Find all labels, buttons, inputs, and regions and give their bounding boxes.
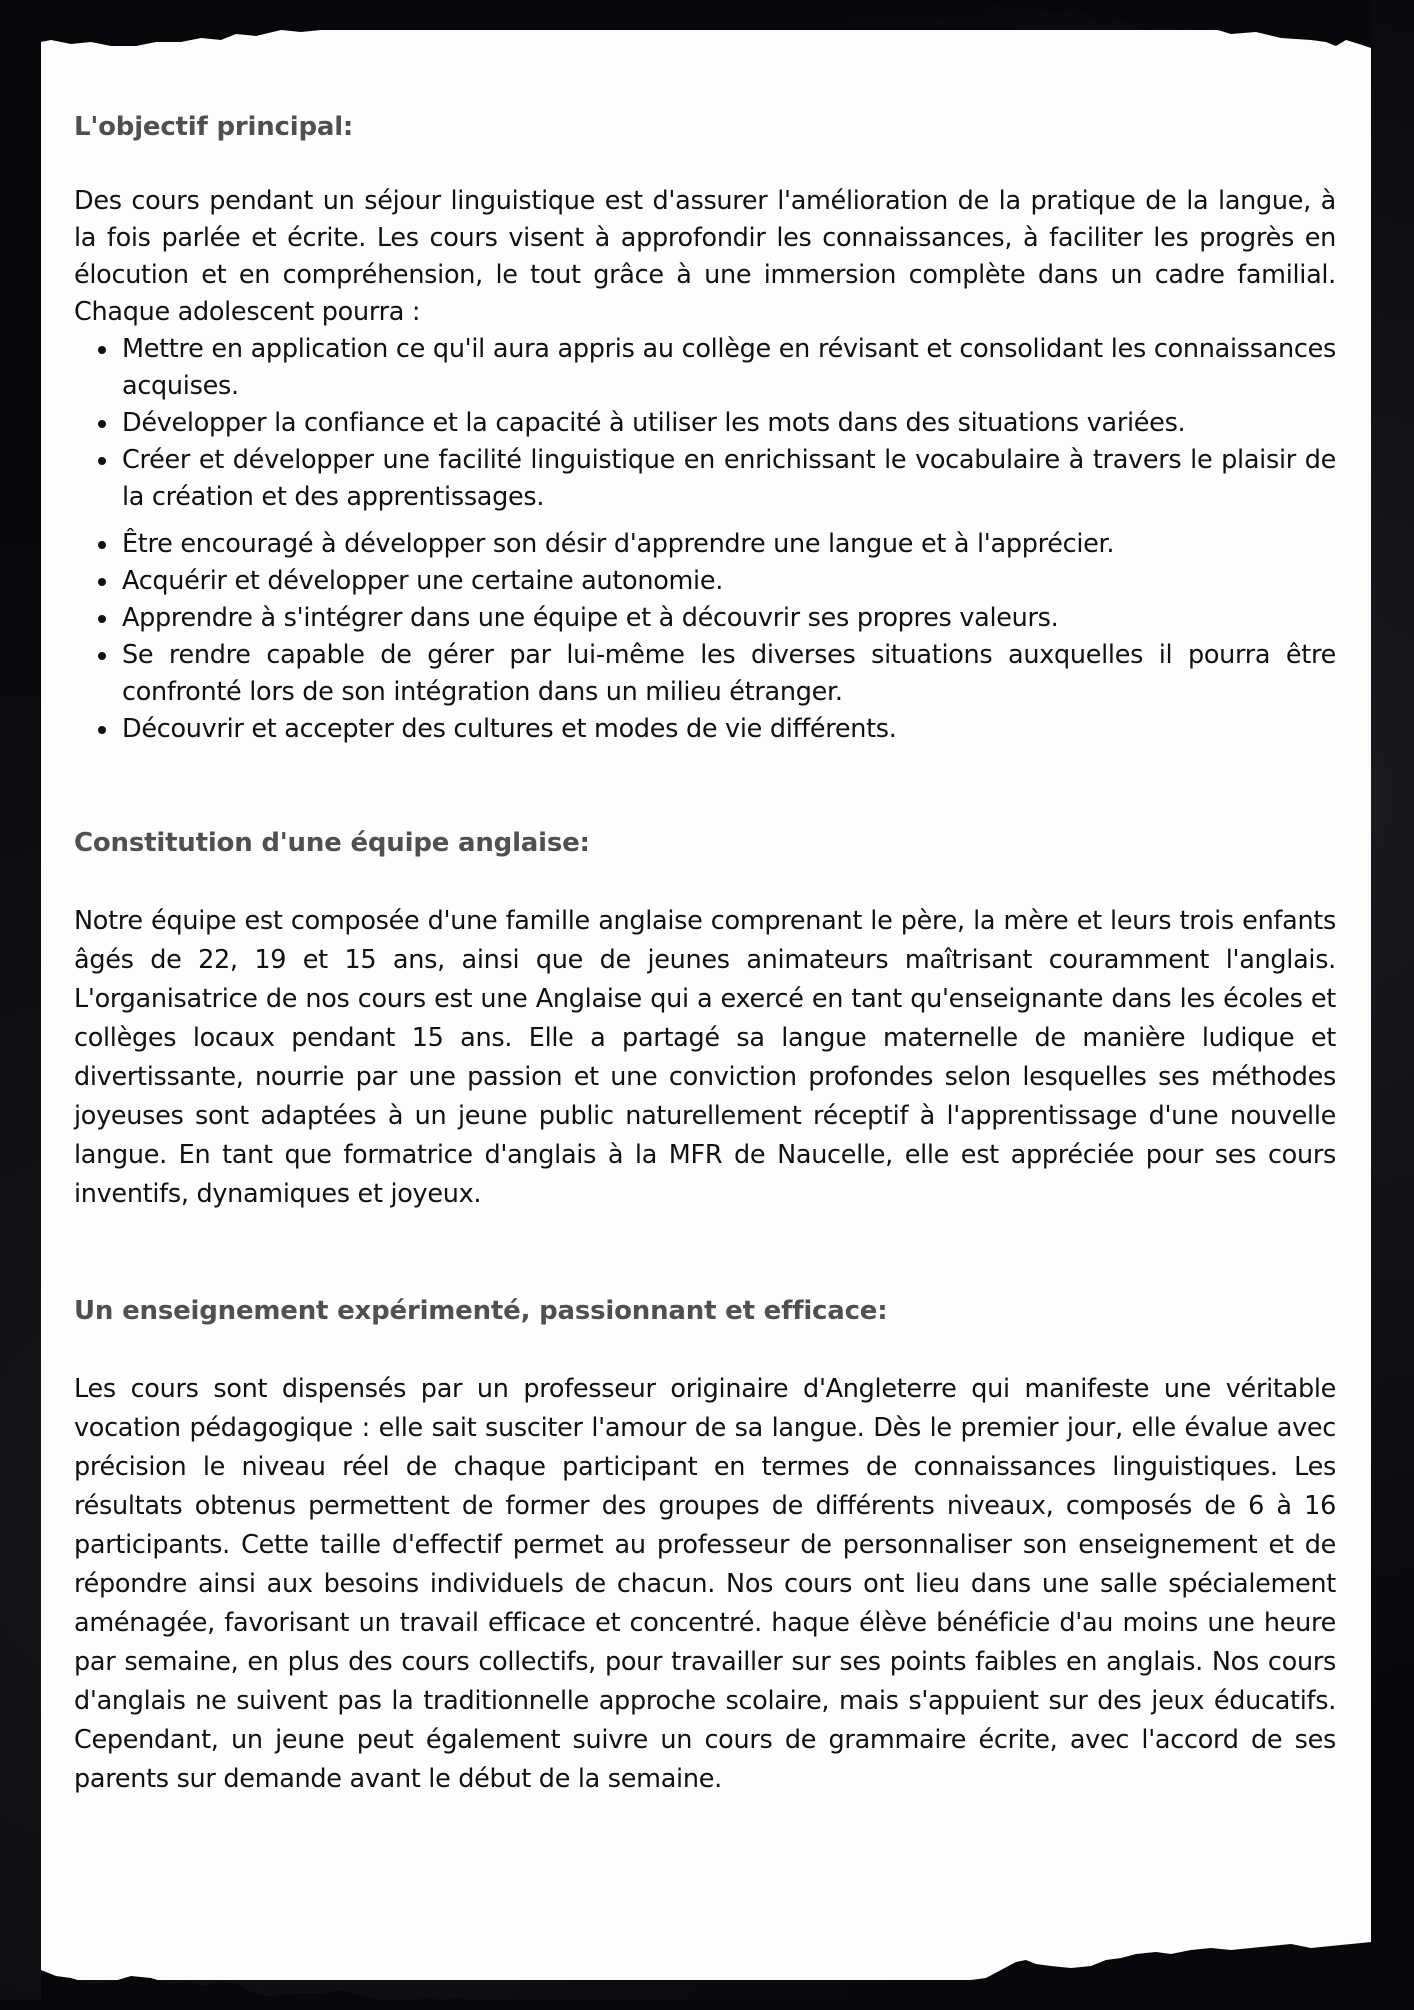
section-enseignement — [74, 1292, 1336, 1799]
torn-top-edge — [41, 0, 1371, 60]
list-item: Se rendre capable de gérer par lui-même les diverses situations auxquelles il pourra être confronté lors de son intégration dans un milieu étranger. — [122, 637, 1336, 711]
section-objectif — [74, 108, 1336, 748]
objectives-list — [74, 331, 1336, 748]
list-item: Être encouragé à développer son désir d'apprendre une langue et à l'apprécier. — [122, 526, 1336, 563]
section-intro: Des cours pendant un séjour linguistique est d'assurer l'amélioration de la pratique de la langue, à la fois parlée et écrite. Les cours visent à approfondir les connaissances, à faciliter les progrès en élocution et en compréhension, le tout grâce à une immersion complète dans un cadre familial. Chaque adolescent pourra : — [74, 186, 1336, 327]
list-item: Acquérir et développer une certaine autonomie. — [122, 563, 1336, 600]
section-equipe — [74, 824, 1336, 1214]
section-heading: L'objectif principal: — [74, 112, 354, 142]
list-item: Découvrir et accepter des cultures et modes de vie différents. — [122, 711, 1336, 748]
section-body: Les cours sont dispensés par un professeur originaire d'Angleterre qui manifeste une véritable vocation pédagogique : elle sait susciter l'amour de sa langue. Dès le premier jour, elle évalue avec précision le niveau réel de chaque participant en termes de connaissances linguistiques. Les résultats obtenus permettent de former des groupes de différents niveaux, composés de 6 à 16 participants. Cette taille d'effectif permet au professeur de personnaliser son enseignement et de répondre ainsi aux besoins individuels de chacun. Nos cours ont lieu dans une salle spécialement aménagée, favorisant un travail efficace et concentré. haque élève bénéficie d'au moins une heure par semaine, en plus des cours collectifs, pour travailler sur ses points faibles en anglais. Nos cours d'anglais ne suivent pas la traditionnelle approche scolaire, mais s'appuient sur des jeux éducatifs. Cependant, un jeune peut également suivre un cours de grammaire écrite, avec l'accord de ses parents sur demande avant le début de la semaine. — [74, 1374, 1336, 1794]
section-heading: Constitution d'une équipe anglaise: — [74, 828, 590, 858]
document-body — [74, 108, 1336, 1799]
section-heading: Un enseignement expérimenté, passionnant et efficace: — [74, 1296, 888, 1326]
section-body: Notre équipe est composée d'une famille anglaise comprenant le père, la mère et leurs trois enfants âgés de 22, 19 et 15 ans, ainsi que de jeunes animateurs maîtrisant couramment l'anglais. L'organisatrice de nos cours est une Anglaise qui a exercé en tant qu'enseignante dans les écoles et collèges locaux pendant 15 ans. Elle a partagé sa langue maternelle de manière ludique et divertissante, nourrie par une passion et une conviction profondes selon lesquelles ses méthodes joyeuses sont adaptées à un jeune public naturellement réceptif à l'apprentissage d'une nouvelle langue. En tant que formatrice d'anglais à la MFR de Naucelle, elle est appréciée pour ses cours inventifs, dynamiques et joyeux. — [74, 906, 1336, 1209]
list-item: Développer la confiance et la capacité à utiliser les mots dans des situations variées. — [122, 405, 1336, 442]
list-item: Apprendre à s'intégrer dans une équipe et à découvrir ses propres valeurs. — [122, 600, 1336, 637]
list-item: Créer et développer une facilité linguistique en enrichissant le vocabulaire à travers le plaisir de la création et des apprentissages. — [122, 442, 1336, 516]
list-item: Mettre en application ce qu'il aura appris au collège en révisant et consolidant les connaissances acquises. — [122, 331, 1336, 405]
